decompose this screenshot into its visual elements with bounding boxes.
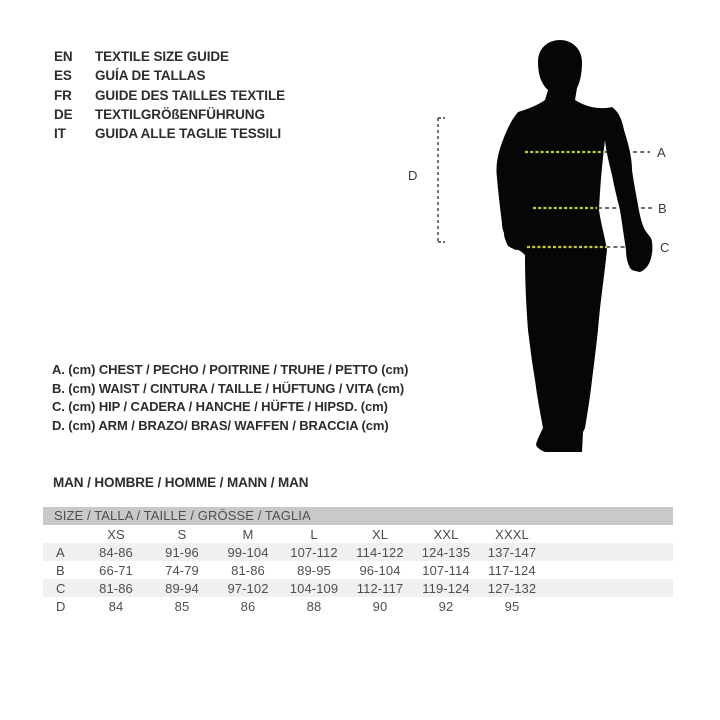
cell-value: 66-71 <box>99 562 133 578</box>
row-label: C <box>56 580 66 596</box>
column-header-xs: XS <box>107 526 125 542</box>
language-row <box>54 86 285 105</box>
cell-value: 137-147 <box>487 544 537 560</box>
table-row-hip <box>43 579 673 597</box>
cell-value: 127-132 <box>487 580 537 596</box>
hip-label: C <box>660 240 670 255</box>
measurement-legend <box>52 360 408 435</box>
cell-value: 97-102 <box>227 580 269 596</box>
cell-value: 90 <box>372 598 388 614</box>
language-code: FR <box>54 87 72 103</box>
language-row <box>54 105 285 124</box>
cell-value: 96-104 <box>359 562 401 578</box>
cell-value: 84 <box>108 598 124 614</box>
size-table <box>43 507 673 615</box>
cell-value: 74-79 <box>165 562 199 578</box>
table-row-arm <box>43 597 673 615</box>
guide-title: GUIDA ALLE TAGLIE TESSILI <box>95 126 281 142</box>
language-row <box>54 124 285 143</box>
column-header-xxl: XXL <box>433 526 459 542</box>
measurement-line-hip: C. (cm) HIP / CADERA / HANCHE / HÜFTE / HIPSD. (cm) <box>52 399 388 415</box>
column-header-m: M <box>242 526 254 542</box>
cell-value: 81-86 <box>231 562 265 578</box>
cell-value: 112-117 <box>356 580 404 596</box>
cell-value: 81-86 <box>99 580 133 596</box>
column-header-xl: XL <box>371 526 389 542</box>
cell-value: 119-124 <box>422 580 470 596</box>
size-header-band: SIZE / TALLA / TAILLE / GRÖSSE / TAGLIA <box>43 507 673 525</box>
table-row-chest <box>43 543 673 561</box>
cell-value: 92 <box>438 598 454 614</box>
column-header-s: S <box>177 526 187 542</box>
row-label: B <box>56 562 65 578</box>
language-code: DE <box>54 107 73 123</box>
cell-value: 107-114 <box>422 562 470 578</box>
cell-value: 89-95 <box>297 562 331 578</box>
column-header-l: L <box>310 526 318 542</box>
cell-value: 117-124 <box>488 562 536 578</box>
cell-value: 91-96 <box>165 544 199 560</box>
guide-title: TEXTILE SIZE GUIDE <box>95 49 229 65</box>
waist-label: B <box>658 201 667 216</box>
cell-value: 85 <box>174 598 190 614</box>
cell-value: 86 <box>240 598 256 614</box>
guide-title: GUIDE DES TAILLES TEXTILE <box>95 87 286 103</box>
language-title-list <box>54 47 285 143</box>
man-measurement-figure <box>400 28 672 460</box>
cell-value: 99-104 <box>227 544 269 560</box>
cell-value: 84-86 <box>99 544 133 560</box>
size-columns-row <box>43 525 673 543</box>
arm-label: D <box>408 168 418 183</box>
cell-value: 107-112 <box>290 544 338 560</box>
language-code: IT <box>54 126 66 142</box>
guide-title: TEXTILGRÖßENFÜHRUNG <box>95 107 265 123</box>
measurement-line-arm: D. (cm) ARM / BRAZO/ BRAS/ WAFFEN / BRACCIA (cm) <box>52 417 389 433</box>
cell-value: 88 <box>306 598 322 614</box>
language-row <box>54 47 285 66</box>
table-row-waist <box>43 561 673 579</box>
column-header-xxxl: XXXL <box>495 526 529 542</box>
measurement-line-chest: A. (cm) CHEST / PECHO / POITRINE / TRUHE / PETTO (cm) <box>52 361 409 377</box>
cell-value: 95 <box>504 598 520 614</box>
cell-value: 104-109 <box>289 580 339 596</box>
row-label: D <box>56 598 66 614</box>
row-label: A <box>56 544 65 560</box>
language-code: EN <box>54 49 73 65</box>
chest-label: A <box>657 145 666 160</box>
language-row <box>54 66 285 85</box>
cell-value: 124-135 <box>421 544 471 560</box>
guide-title: GUÍA DE TALLAS <box>95 68 206 84</box>
cell-value: 89-94 <box>165 580 199 596</box>
cell-value: 114-122 <box>356 544 404 560</box>
gender-section-title: MAN / HOMBRE / HOMME / MANN / MAN <box>53 475 309 490</box>
language-code: ES <box>54 68 72 84</box>
measurement-line-waist: B. (cm) WAIST / CINTURA / TAILLE / HÜFTUNG / VITA (cm) <box>52 380 405 396</box>
